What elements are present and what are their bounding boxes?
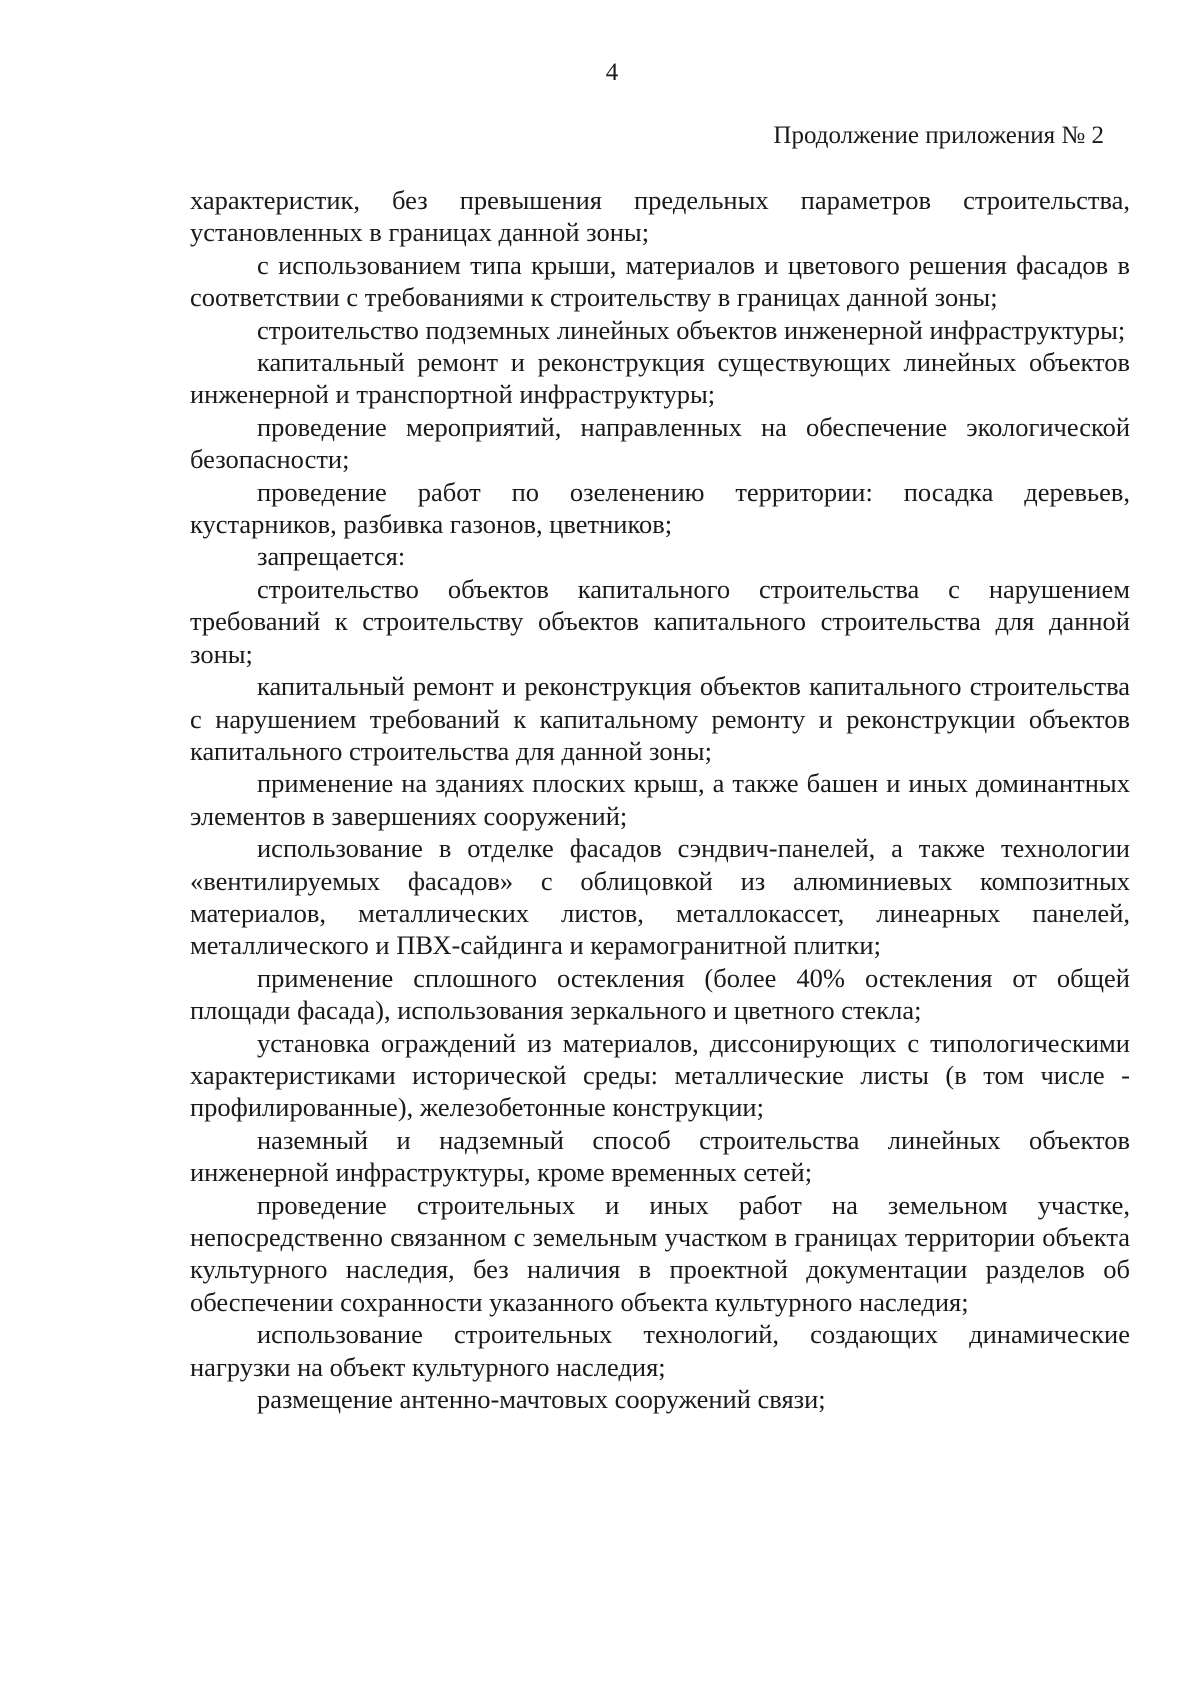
- paragraph: наземный и надземный способ строительства линейных объектов инженерной инфраструктуры, кроме временных сетей;: [190, 1124, 1130, 1188]
- page-number: 4: [605, 59, 619, 86]
- paragraph: проведение мероприятий, направленных на обеспечение экологической безопасности;: [190, 411, 1130, 475]
- paragraph: строительство объектов капитального строительства с нарушением требований к строительству объектов капитального строительства для данной зоны;: [190, 573, 1130, 669]
- paragraph: установка ограждений из материалов, диссонирующих с типологическими характеристиками исторической среды: металлические листы (в том числе - профилированные), железобетонные конструкции;: [190, 1027, 1130, 1123]
- paragraph-heading-prohibited: запрещается:: [257, 541, 406, 572]
- paragraph: строительство подземных линейных объектов инженерной инфраструктуры;: [257, 314, 1126, 345]
- paragraph: капитальный ремонт и реконструкция существующих линейных объектов инженерной и транспортной инфраструктуры;: [190, 347, 1130, 410]
- paragraph: характеристик, без превышения предельных параметров строительства, установленных в границах данной зоны;: [190, 185, 1130, 248]
- paragraph: применение сплошного остекления (более 40% остекления от общей площади фасада), использования зеркального и цветного стекла;: [190, 962, 1130, 1026]
- paragraph: проведение работ по озеленению территории: посадка деревьев, кустарников, разбивка газонов, цветников;: [190, 476, 1130, 540]
- paragraph: применение на зданиях плоских крыш, а также башен и иных доминантных элементов в завершениях сооружений;: [190, 768, 1130, 831]
- paragraph: размещение антенно-мачтовых сооружений связи;: [257, 1384, 826, 1415]
- paragraph: капитальный ремонт и реконструкция объектов капитального строительства с нарушением требований к капитальному ремонту и реконструкции объектов капитального строительства для данной зоны;: [190, 671, 1130, 766]
- paragraph: с использованием типа крыши, материалов и цветового решения фасадов в соответствии с требованиями к строительству в границах данной зоны;: [190, 249, 1130, 313]
- paragraph: использование в отделке фасадов сэндвич-панелей, а также технологии «вентилируемых фасадов» с облицовкой из алюминиевых композитных материалов, металлических листов, металлокассет, линеарных панелей, металлического и ПВХ-сайдинга и керамогранитной плитки;: [190, 833, 1130, 961]
- appendix-continuation-note: Продолжение приложения № 2: [773, 122, 1104, 149]
- paragraph: проведение строительных и иных работ на земельном участке, непосредственно связанном с земельным участком в границах территории объекта культурного наследия, без наличия в проектной документации разделов об обеспечении сохранности указанного объекта культурного наследия;: [190, 1189, 1130, 1317]
- document-body: [190, 184, 1130, 1415]
- paragraph: использование строительных технологий, создающих динамические нагрузки на объект культурного наследия;: [190, 1319, 1130, 1382]
